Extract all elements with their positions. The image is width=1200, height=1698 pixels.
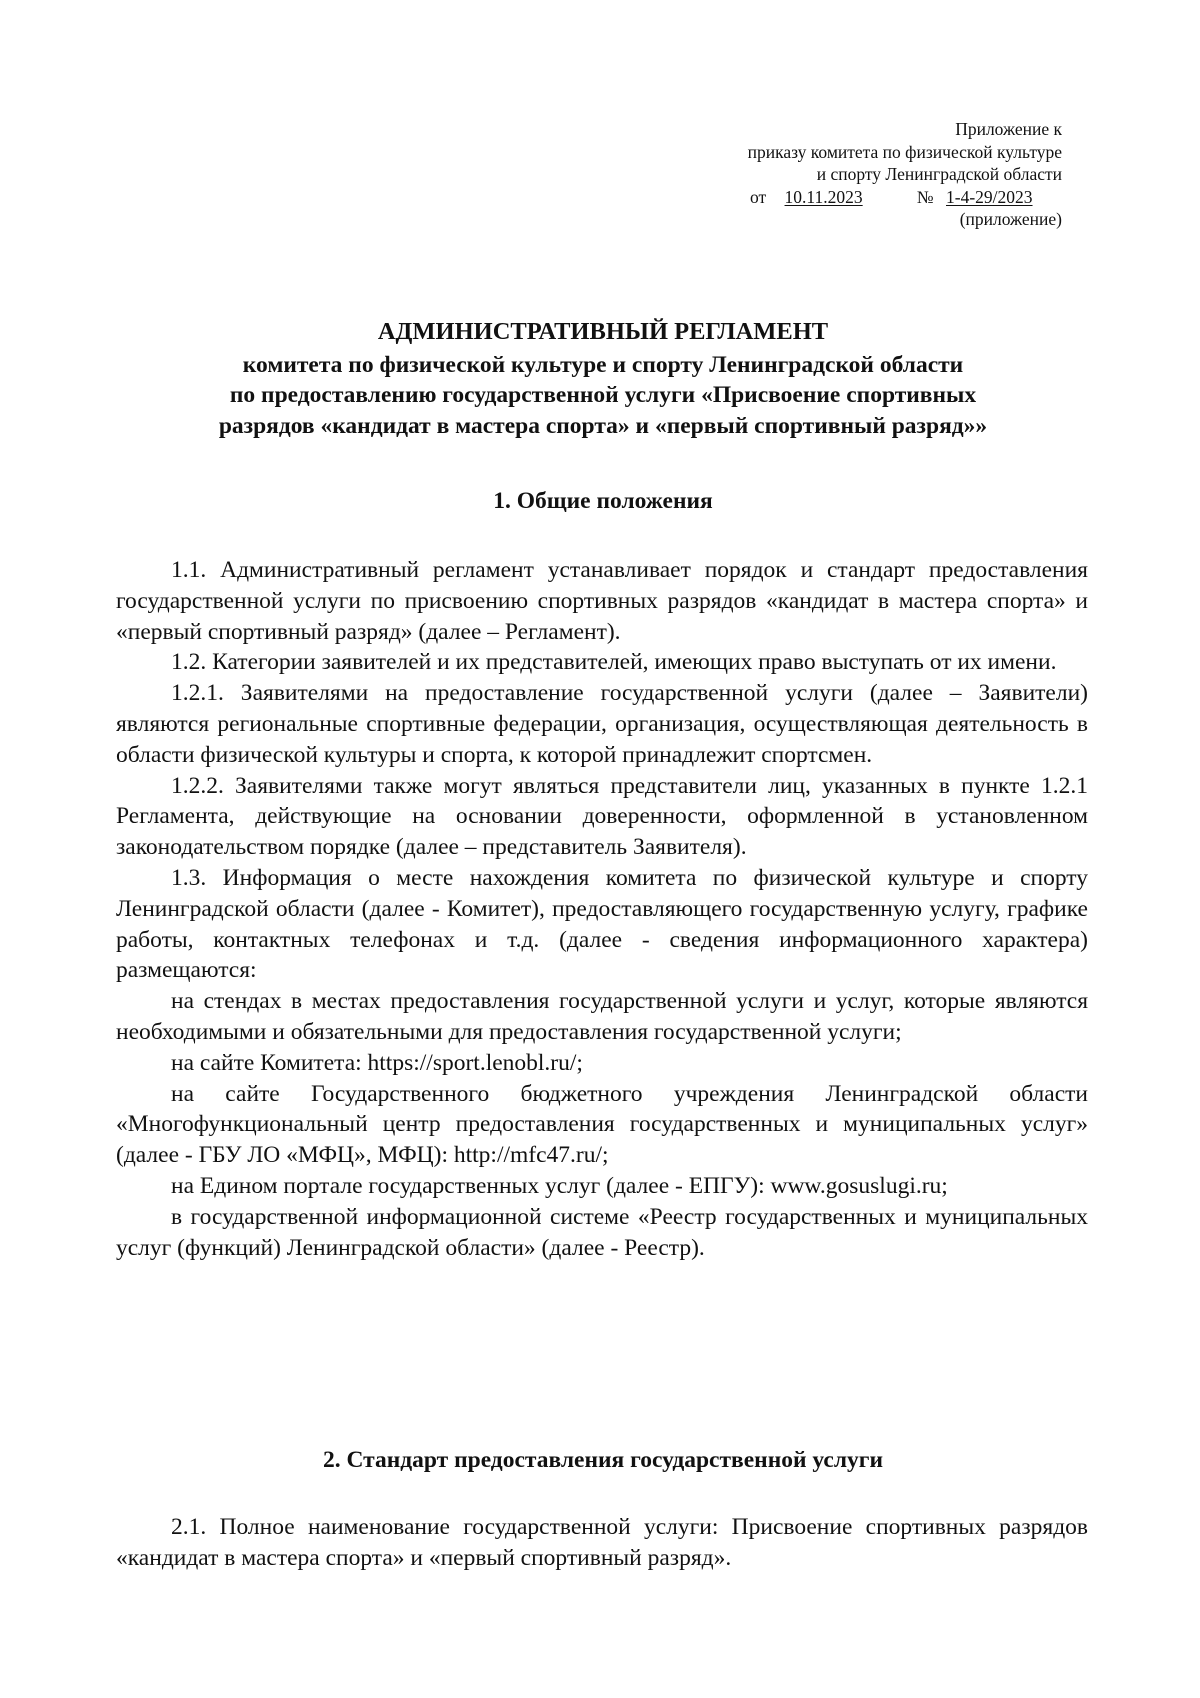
annex-date: 10.11.2023 <box>784 186 863 207</box>
paragraph-mfc-site: на сайте Государственного бюджетного учреждения Ленинградской области «Многофункциональный центр предоставления государственных и муниципальных услуг» (далее - ГБУ ЛО «МФЦ», МФЦ): http://mfc47.ru/; <box>116 1080 1088 1169</box>
title-line-2: комитета по физической культуре и спорту Ленинградской области <box>242 351 964 378</box>
paragraph-1-2-2: 1.2.2. Заявителями также могут являться представители лиц, указанных в пункте 1.2.1 Регламента, действующие на основании доверенности, оформленной в установленном законодательством порядке (далее – представитель Заявителя). <box>116 772 1088 861</box>
title-line-4: разрядов «кандидат в мастера спорта» и «первый спортивный разряд»» <box>218 412 988 439</box>
paragraph-1-1: 1.1. Административный регламент устанавливает порядок и стандарт предоставления государственной услуги по присвоению спортивных разрядов «кандидат в мастера спорта» и «первый спортивный разряд» (далее – Регламент). <box>116 557 1088 645</box>
section-1-heading: 1. Общие положения <box>493 488 713 514</box>
paragraph-stands: на стендах в местах предоставления государственной услуги и услуг, которые являются необходимыми и обязательными для предоставления государственной услуги; <box>116 988 1088 1045</box>
annex-note: (приложение) <box>959 209 1062 229</box>
document-title <box>118 317 1088 441</box>
annex-number-label: № <box>916 186 934 207</box>
section-2-body <box>116 1512 1088 1574</box>
annex-from-label: от <box>750 186 767 207</box>
annex-number: 1-4-29/2023 <box>946 186 1033 207</box>
annex-line-2: приказу комитета по физической культуре <box>747 141 1062 162</box>
section-1-body <box>116 555 1088 1263</box>
paragraph-committee-site: на сайте Комитета: https://sport.lenobl.ru/; <box>171 1049 583 1076</box>
paragraph-2-1: 2.1. Полное наименование государственной услуги: Присвоение спортивных разрядов «кандидат в мастера спорта» и «первый спортивный разряд». <box>116 1514 1088 1571</box>
annex-line-1: Приложение к <box>955 119 1062 139</box>
paragraph-epgu: на Едином портале государственных услуг (далее - ЕПГУ): www.gosuslugi.ru; <box>171 1172 948 1199</box>
annex-block <box>748 118 1062 231</box>
paragraph-1-2-1: 1.2.1. Заявителями на предоставление государственной услуги (далее – Заявители) являются региональные спортивные федерации, организация, осуществляющая деятельность в области физической культуры и спорта, к которой принадлежит спортсмен. <box>116 680 1088 768</box>
paragraph-registry: в государственной информационной системе «Реестр государственных и муниципальных услуг (функций) Ленинградской области» (далее - Реестр). <box>116 1203 1088 1261</box>
title-line-1: АДМИНИСТРАТИВНЫЙ РЕГЛАМЕНТ <box>377 318 829 345</box>
paragraph-1-3: 1.3. Информация о месте нахождения комитета по физической культуре и спорту Ленинградской области (далее - Комитет), предоставляющего государственную услугу, графике работы, контактных телефонах и т.д. (далее - сведения информационного характера) размещаются: <box>116 864 1088 984</box>
annex-line-3: и спорту Ленинградской области <box>816 164 1062 184</box>
title-line-3: по предоставлению государственной услуги «Присвоение спортивных <box>229 382 977 408</box>
annex-line-date-number <box>748 186 1062 209</box>
section-2-heading: 2. Стандарт предоставления государственной услуги <box>322 1447 884 1473</box>
paragraph-1-2: 1.2. Категории заявителей и их представителей, имеющих право выступать от их имени. <box>171 649 1057 676</box>
